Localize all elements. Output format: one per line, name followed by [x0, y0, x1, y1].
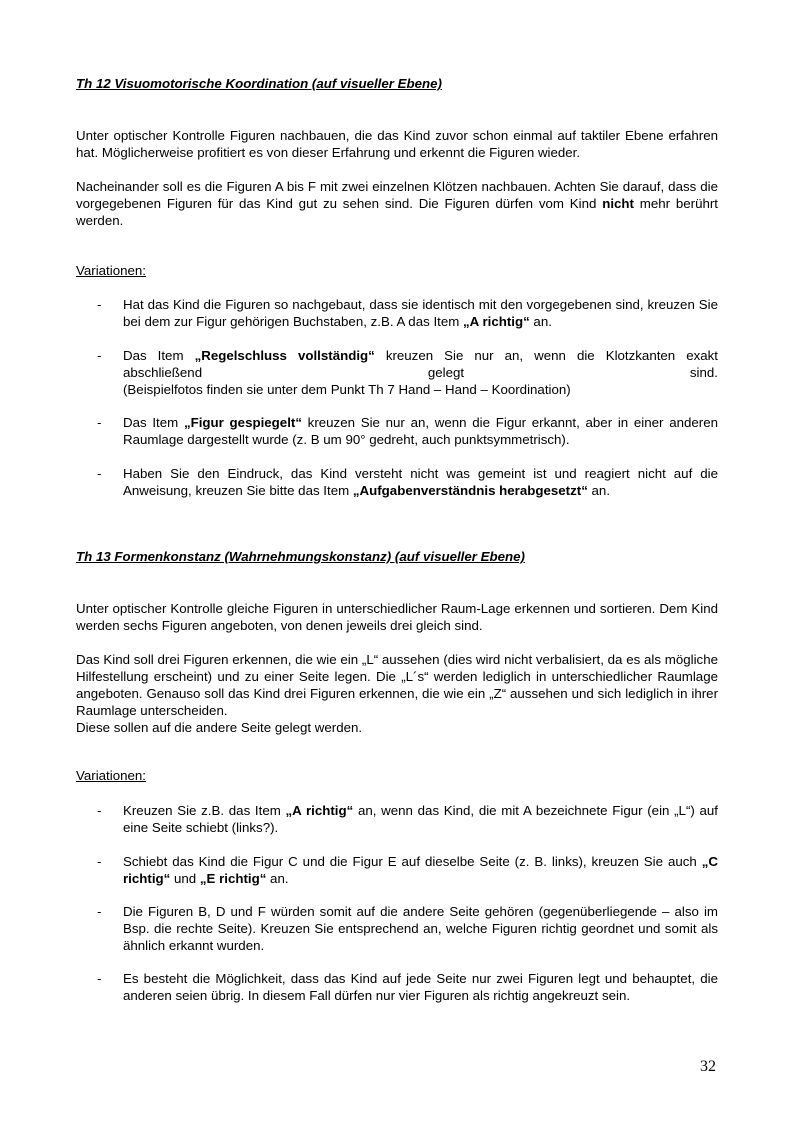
- th12-paragraph-2: Nacheinander soll es die Figuren A bis F mit zwei einzelnen Klötzen nachbauen. Achten Sie darauf, dass die vorgegebenen Figuren für das Kind gut zu sehen sind. Die Figuren dürfen vom Kind nicht mehr berührt werden.: [76, 179, 718, 228]
- th13-paragraph-3: Diese sollen auf die andere Seite gelegt werden.: [76, 720, 363, 735]
- section-heading-th13: Th 13 Formenkonstanz (Wahrnehmungskonstanz) (auf visueller Ebene): [76, 549, 525, 564]
- section-heading-th12: Th 12 Visuomotorische Koordination (auf visueller Ebene): [76, 76, 442, 91]
- th12-variations-label: Variationen:: [76, 263, 146, 278]
- list-item: - Hat das Kind die Figuren so nachgebaut, dass sie identisch mit den vorgegebenen sind, kreuzen Sie bei dem zur Figur gehörigen Buchstaben, z.B. A das Item „A richtig“ an.: [97, 297, 718, 329]
- list-item: - Es besteht die Möglichkeit, dass das Kind auf jede Seite nur zwei Figuren legt und behauptet, die anderen seien übrig. In diesem Fall dürfen nur vier Figuren als richtig angekreuzt sein.: [97, 971, 718, 1003]
- th13-paragraph-1: Unter optischer Kontrolle gleiche Figuren in unterschiedlicher Raum-Lage erkennen und sortieren. Dem Kind werden sechs Figuren angeboten, von denen jeweils drei gleich sind.: [76, 601, 718, 633]
- list-item: - Haben Sie den Eindruck, das Kind versteht nicht was gemeint ist und reagiert nicht auf die Anweisung, kreuzen Sie bitte das Item „Aufgabenverständnis herabgesetzt“ an.: [97, 466, 718, 498]
- list-item: - Kreuzen Sie z.B. das Item „A richtig“ an, wenn das Kind, die mit A bezeichnete Figur (ein „L“) auf eine Seite schiebt (links?).: [97, 803, 718, 835]
- list-item: - Schiebt das Kind die Figur C und die Figur E auf dieselbe Seite (z. B. links), kreuzen Sie auch „C richtig“ und „E richtig“ an.: [97, 854, 718, 886]
- th13-paragraph-2: Das Kind soll drei Figuren erkennen, die wie ein „L“ aussehen (dies wird nicht verbalisiert, da es als mögliche Hilfestellung erscheint) und zu einer Seite legen. Die „L´s“ werden lediglich in unterschiedlicher Raumlage angeboten. Genauso soll das Kind drei Figuren erkennen, die wie ein „Z“ aussehen und sich lediglich in ihrer Raumlage unterscheiden.: [76, 652, 718, 718]
- list-item: - Das Item „Regelschluss vollständig“ kreuzen Sie nur an, wenn die Klotzkanten exakt abschließend gelegt sind. (Beispielfotos finden sie unter dem Punkt Th 7 Hand – Hand – Koordination): [97, 348, 718, 397]
- page-number: 32: [700, 1058, 716, 1075]
- list-item: - Das Item „Figur gespiegelt“ kreuzen Sie nur an, wenn die Figur erkannt, aber in einer anderen Raumlage dargestellt wurde (z. B um 90° gedreht, auch punktsymmetrisch).: [97, 415, 718, 447]
- list-item: - Die Figuren B, D und F würden somit auf die andere Seite gehören (gegenüberliegende – also im Bsp. die rechte Seite). Kreuzen Sie entsprechend an, welche Figuren richtig geordnet und somit als ähnlich erkannt wurden.: [97, 904, 718, 953]
- th13-variations-label: Variationen:: [76, 768, 146, 783]
- th12-paragraph-1: Unter optischer Kontrolle Figuren nachbauen, die das Kind zuvor schon einmal auf taktiler Ebene erfahren hat. Möglicherweise profitiert es von dieser Erfahrung und erkennt die Figuren wieder.: [76, 128, 718, 160]
